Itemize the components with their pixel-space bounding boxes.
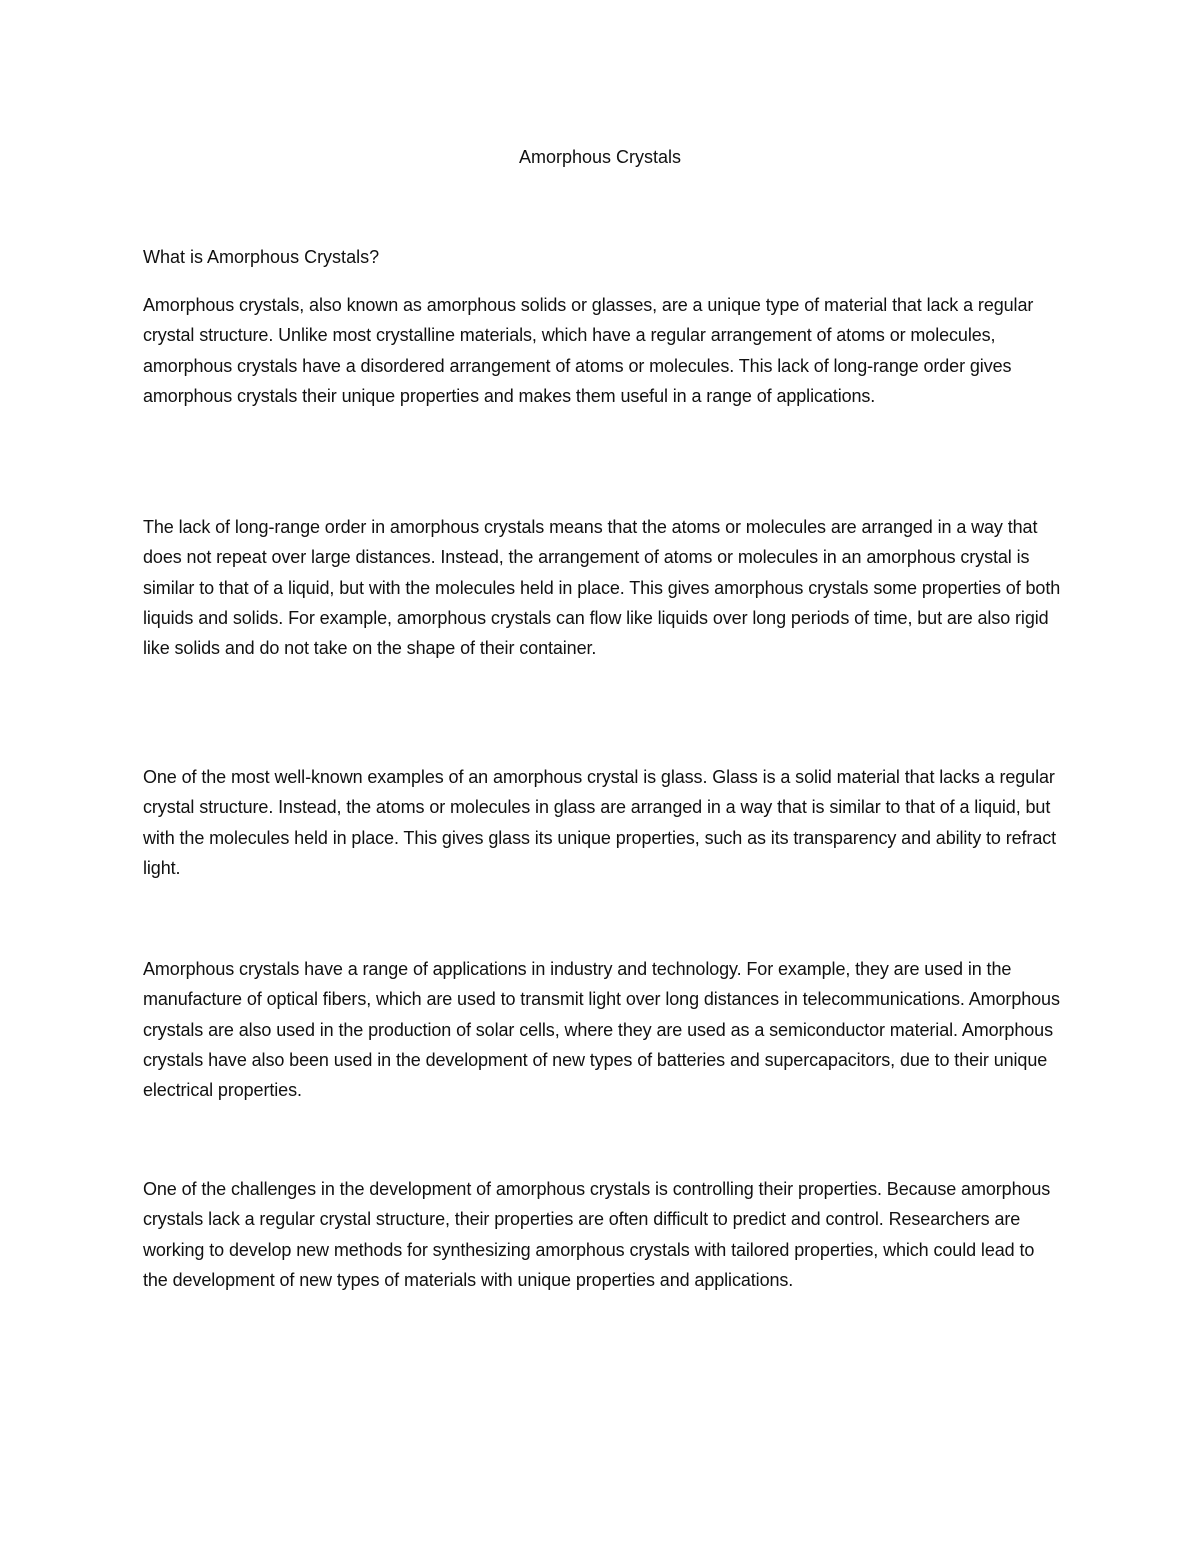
paragraph-definition: Amorphous crystals, also known as amorphous solids or glasses, are a unique type of material that lack a regular crystal structure. Unlike most crystalline materials, which have a regular arrangement of atoms or molecules, amorphous crystals have a disordered arrangement of atoms or molecules. This lack of long-range order gives amorphous crystals their unique properties and makes them useful in a range of applications. — [143, 295, 1034, 406]
paragraph-long-range-order: The lack of long-range order in amorphous crystals means that the atoms or molecules are arranged in a way that does not repeat over large distances. Instead, the arrangement of atoms or molecules in an amorphous crystal is similar to that of a liquid, but with the molecules held in place. This gives amorphous crystals some properties of both liquids and solids. For example, amorphous crystals can flow like liquids over long periods of time, but are also rigid like solids and do not take on the shape of their container. — [143, 517, 1061, 659]
paragraph-challenges: One of the challenges in the development of amorphous crystals is controlling their properties. Because amorphous crystals lack a regular crystal structure, their properties are often difficult to predict and control. Researchers are working to develop new methods for synthesizing amorphous crystals with tailored properties, which could lead to the development of new types of materials with unique properties and applications. — [143, 1179, 1051, 1290]
paragraph-applications: Amorphous crystals have a range of applications in industry and technology. For example, they are used in the manufacture of optical fibers, which are used to transmit light over long distances in telecommunications. Amorphous crystals are also used in the production of solar cells, where they are used as a semiconductor material. Amorphous crystals have also been used in the development of new types of batteries and supercapacitors, due to their unique electrical properties. — [143, 959, 1060, 1101]
paragraph-glass-example: One of the most well-known examples of an amorphous crystal is glass. Glass is a solid material that lacks a regular crystal structure. Instead, the atoms or molecules in glass are arranged in a way that is similar to that of a liquid, but with the molecules held in place. This gives glass its unique properties, such as its transparency and ability to refract light. — [143, 767, 1057, 878]
section-heading: What is Amorphous Crystals? — [143, 247, 380, 267]
document-title: Amorphous Crystals — [518, 147, 682, 167]
